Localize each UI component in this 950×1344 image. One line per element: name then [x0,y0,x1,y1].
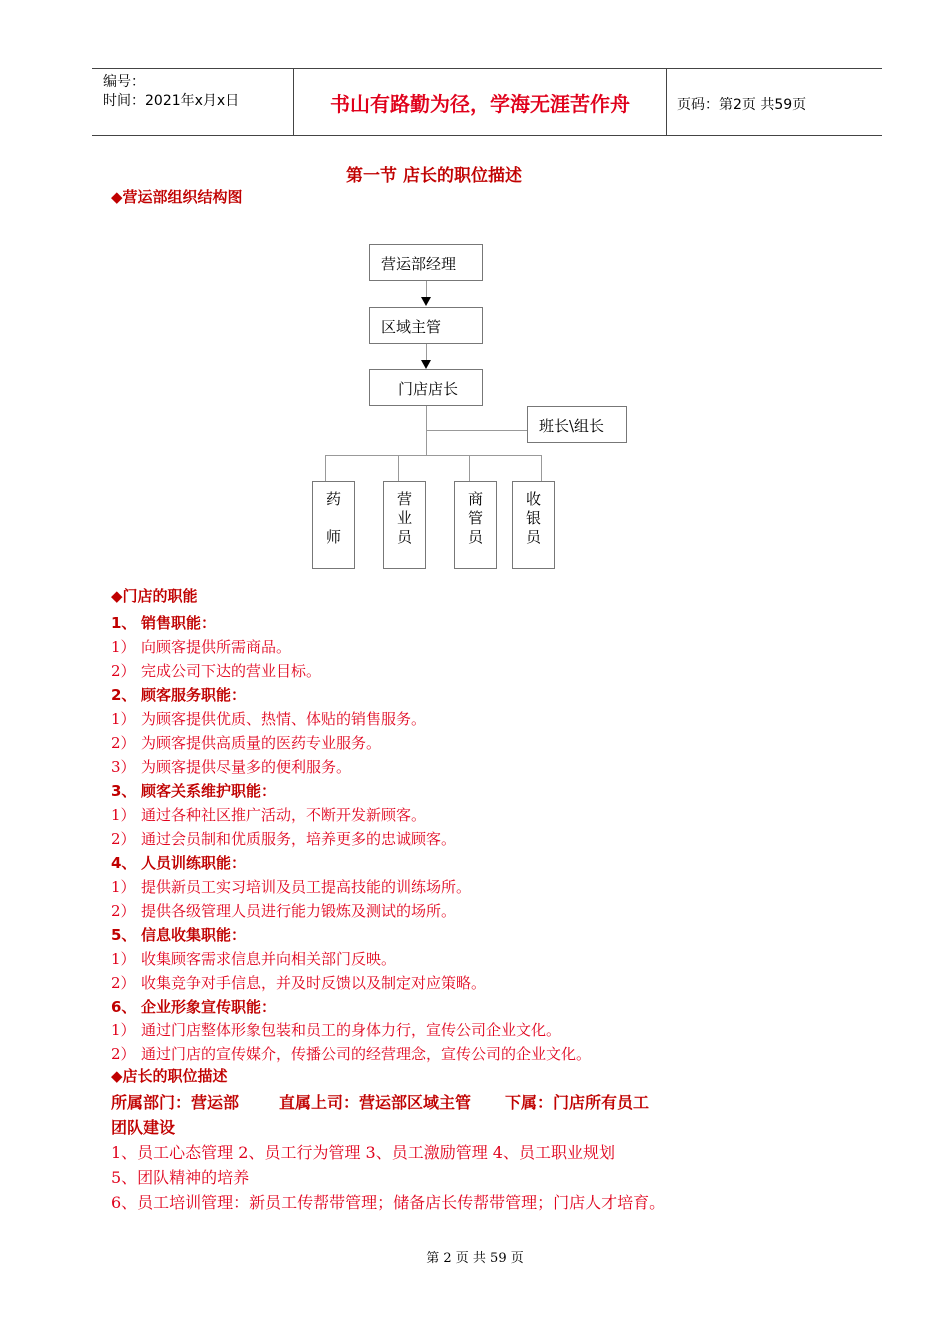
connector [426,344,427,360]
function-num: 5、 [111,926,137,944]
team-heading: 团队建设 [111,1118,176,1137]
item-num: 2） [111,662,136,680]
org-box-cashier [512,481,555,569]
function-num: 3、 [111,782,137,800]
org-box-team-leader [527,406,627,443]
org-box-char: 银 [525,509,541,527]
org-box-char: 营 [396,490,412,508]
header-bottom-rule [92,135,882,136]
function-item [111,732,381,753]
item-num: 1） [111,638,136,656]
function-title [111,612,216,633]
function-title [111,852,246,873]
function-item [111,756,351,777]
item-text: 提供各级管理人员进行能力锻炼及测试的场所。 [141,902,457,920]
org-chart-heading: ◆营运部组织结构图 [111,188,243,206]
connector [325,455,326,481]
item-num: 2） [111,974,136,992]
section-title: 第一节 店长的职位描述 [346,166,522,186]
item-num: 3） [111,758,136,776]
org-box-char: 管 [467,509,483,527]
team-line: 6、员工培训管理：新员工传帮带管理；储备店长传帮带管理；门店人才培育。 [111,1193,666,1212]
arrow-down-icon [421,297,431,306]
item-text: 完成公司下达的营业目标。 [141,662,322,680]
function-title [111,996,276,1017]
org-box-team-leader-label: 班长\组长 [539,417,605,435]
item-text: 为顾客提供高质量的医药专业服务。 [141,734,382,752]
org-box-char: 员 [525,528,541,546]
item-num: 2） [111,1045,136,1063]
item-num: 1） [111,710,136,728]
item-text: 向顾客提供所需商品。 [141,638,292,656]
org-box-manager-label: 营运部经理 [381,255,457,273]
item-num: 1） [111,950,136,968]
item-text: 通过门店整体形象包装和员工的身体力行，宣传公司企业文化。 [141,1021,562,1039]
function-item [111,708,426,729]
function-item [111,804,426,825]
job-subordinate: 下属：门店所有员工 [505,1093,650,1112]
org-box-pharmacist [312,481,355,569]
function-num: 6、 [111,998,137,1016]
page-footer: 第 2 页 共 59 页 [426,1251,524,1266]
connector [541,455,542,481]
function-item [111,876,471,897]
function-item [111,948,396,969]
item-text: 为顾客提供优质、热情、体贴的销售服务。 [141,710,427,728]
org-box-manager [369,244,483,281]
item-num: 1） [111,1021,136,1039]
function-title-text: 人员训练职能： [141,854,247,872]
function-title [111,924,246,945]
org-box-store-manager [369,369,483,406]
header-divider-2 [666,68,667,135]
function-title [111,780,276,801]
job-dept: 所属部门：营运部 [111,1093,240,1112]
item-num: 2） [111,902,136,920]
item-num: 2） [111,830,136,848]
function-num: 1、 [111,614,137,632]
function-num: 4、 [111,854,137,872]
org-box-char: 业 [396,509,412,527]
org-box-merchandiser [454,481,497,569]
connector [469,455,470,481]
org-box-char: 收 [525,490,541,508]
function-item [111,660,321,681]
org-box-area-supervisor-label: 区域主管 [381,318,442,336]
org-box-area-supervisor [369,307,483,344]
item-num: 2） [111,734,136,752]
function-item [111,828,456,849]
org-box-char: 员 [396,528,412,546]
org-box-char: 员 [467,528,483,546]
header-motto: 书山有路勤为径，学海无涯苦作舟 [330,92,630,116]
function-title-text: 顾客服务职能： [141,686,247,704]
team-line: 5、团队精神的培养 [111,1168,250,1187]
job-heading: ◆店长的职位描述 [111,1067,228,1085]
function-item [111,900,456,921]
connector [398,455,399,481]
function-title-text: 顾客关系维护职能： [141,782,277,800]
function-item [111,972,486,993]
function-title-text: 销售职能： [141,614,217,632]
function-title-text: 信息收集职能： [141,926,247,944]
item-text: 为顾客提供尽量多的便利服务。 [141,758,352,776]
item-text: 通过各种社区推广活动，不断开发新顾客。 [141,806,427,824]
function-title-text: 企业形象宣传职能： [141,998,277,1016]
header-top-rule [92,68,882,69]
item-text: 通过会员制和优质服务，培养更多的忠诚顾客。 [141,830,457,848]
function-item [111,636,291,657]
function-title [111,684,246,705]
connector [426,430,527,431]
item-text: 收集顾客需求信息并向相关部门反映。 [141,950,397,968]
function-num: 2、 [111,686,137,704]
item-num: 1） [111,806,136,824]
org-box-char [331,509,336,528]
date-text: 时间：2021年x月x日 [103,93,240,109]
org-box-char: 师 [325,528,341,546]
org-box-sales-clerk [383,481,426,569]
org-box-char: 商 [467,490,483,508]
functions-heading: ◆门店的职能 [111,587,198,605]
org-box-store-manager-label: 门店店长 [398,380,459,398]
serial-label: 编号： [103,74,145,90]
connector [426,281,427,297]
connector [325,455,541,456]
item-text: 收集竞争对手信息，并及时反馈以及制定对应策略。 [141,974,487,992]
function-item [111,1019,561,1040]
team-line: 1、员工心态管理 2、员工行为管理 3、员工激励管理 4、员工职业规划 [111,1143,615,1162]
arrow-down-icon [421,360,431,369]
org-box-char: 药 [325,490,341,508]
item-num: 1） [111,878,136,896]
item-text: 通过门店的宣传媒介，传播公司的经营理念，宣传公司的企业文化。 [141,1045,592,1063]
job-superior: 直属上司：营运部区域主管 [279,1093,472,1112]
page-indicator: 页码：第2页 共59页 [677,97,807,113]
item-text: 提供新员工实习培训及员工提高技能的训练场所。 [141,878,472,896]
function-item [111,1043,591,1064]
